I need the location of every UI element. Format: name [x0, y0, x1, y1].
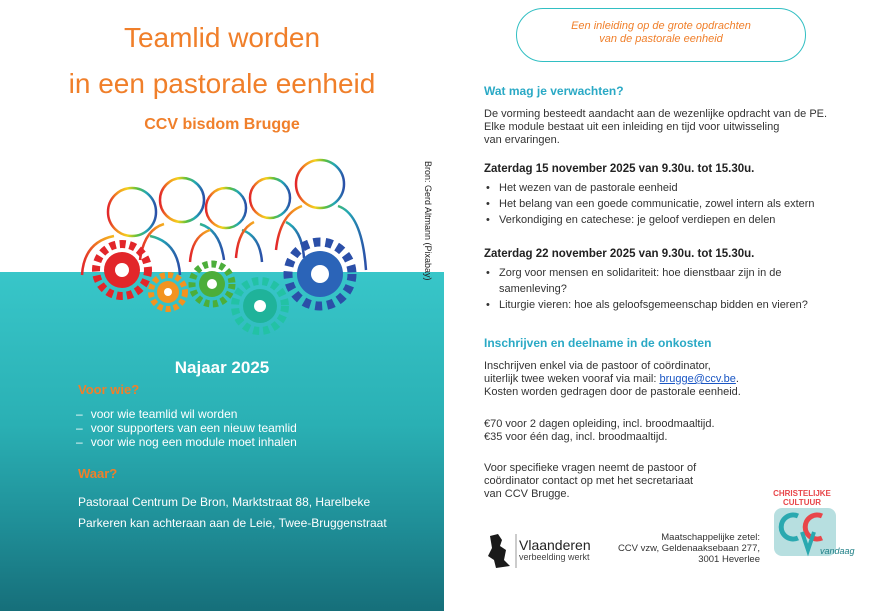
intro-text [516, 20, 806, 46]
title-line-2: in een pastorale eenheid [68, 68, 376, 99]
title-line-1: Teamlid worden [123, 22, 321, 53]
gear-blue [288, 242, 352, 306]
gear-teal [235, 281, 285, 331]
signup-heading: Inschrijven en deelname in de onkosten [484, 336, 712, 350]
price-1: €70 voor 2 dagen opleiding, incl. broodmaaltijd. [484, 418, 715, 430]
list-item: • Liturgie vieren: hoe als geloofsgemeenschap bidden en vieren? [484, 297, 808, 313]
seat-line-3: 3001 Heverlee [698, 554, 760, 565]
ccv-title [762, 489, 842, 507]
list-item: – voor wie nog een module moet inhalen [76, 435, 297, 449]
lion-icon [488, 534, 510, 568]
gear-red [96, 244, 148, 296]
waar-address: Pastoraal Centrum De Bron, Marktstraat 88, Harelbeke [78, 495, 371, 509]
expect-line-2: Elke module bestaat uit een inleiding en tijd voor uitwisseling [484, 121, 780, 133]
date-1-list [484, 180, 815, 228]
prices [484, 418, 715, 444]
expect-paragraph [484, 108, 827, 147]
voor-wie-heading: Voor wie? [78, 382, 140, 397]
seat-line-1: Maatschappelijke zetel: [661, 532, 760, 543]
photo-credit [420, 158, 434, 293]
signup-paragraph [484, 360, 741, 399]
expect-heading: Wat mag je verwachten? [484, 84, 624, 98]
signup-line-2-prefix: uiterlijk twee weken vooraf via mail: [484, 373, 660, 385]
list-item: – voor wie teamlid wil worden [76, 407, 297, 421]
voor-wie-list [76, 407, 297, 449]
intro-line-2: van de pastorale eenheid [599, 33, 723, 45]
gear-green [192, 264, 232, 304]
registered-office [604, 532, 760, 565]
signup-line-3: Kosten worden gedragen door de pastorale eenheid. [484, 386, 741, 398]
contact-line-1: Voor specifieke vragen neemt de pastoor of [484, 462, 697, 474]
waar-parking: Parkeren kan achteraan aan de Leie, Twee-Bruggenstraat [78, 516, 387, 530]
signup-line-2-suffix: . [735, 373, 739, 385]
intro-line-1: Een inleiding op de grote opdrachten [571, 20, 751, 32]
list-item: • Het wezen van de pastorale eenheid [484, 180, 815, 196]
signup-line-1: Inschrijven enkel via de pastoor of coördinator, [484, 360, 711, 372]
date-2: Zaterdag 22 november 2025 van 9.30u. tot 15.30u. [484, 248, 755, 260]
expect-line-3: van ervaringen. [484, 134, 560, 146]
ccv-line-2: CULTUUR [782, 498, 822, 507]
ccv-line-1: CHRISTELIJKE [773, 489, 831, 498]
list-item: • Het belang van een goede communicatie, zowel intern als extern [484, 196, 815, 212]
season: Najaar 2025 [174, 358, 270, 377]
list-item-line: Zorg voor mensen en solidariteit: hoe dienstbaar zijn in de [499, 267, 782, 279]
price-2: €35 voor één dag, incl. broodmaaltijd. [484, 431, 668, 443]
date-2-list [484, 265, 808, 313]
list-item [484, 265, 808, 297]
list-item: • Verkondiging en catechese: je geloof verdiepen en delen [484, 212, 815, 228]
contact-paragraph [484, 462, 696, 501]
waar-heading: Waar? [78, 466, 118, 481]
list-item-line: samenleving? [499, 283, 567, 295]
team-gears-illustration [70, 150, 390, 340]
ccv-logo [770, 506, 855, 558]
signup-line-2 [484, 373, 741, 386]
contact-line-2: coördinator contact op met het secretariaat [484, 475, 694, 487]
date-1: Zaterdag 15 november 2025 van 9.30u. tot 15.30u. [484, 163, 755, 175]
seat-line-2: CCV vzw, Geldenaaksebaan 277, [617, 543, 760, 554]
photo-credit-text: Bron: Gerd Altmann (Pixabay) [423, 161, 433, 281]
subtitle: CCV bisdom Brugge [144, 116, 300, 133]
list-item: – voor supporters van een nieuw teamlid [76, 421, 297, 435]
expect-line-1: De vorming besteedt aandacht aan de wezenlijke opdracht van de PE. [484, 108, 828, 120]
gear-orange [151, 275, 185, 309]
email-link[interactable]: brugge@ccv.be [659, 373, 736, 385]
ccv-tagline: vandaag [820, 546, 855, 556]
vlaanderen-tagline: verbeelding werkt [519, 552, 590, 562]
contact-line-3: van CCV Brugge. [484, 488, 570, 500]
vlaanderen-name: Vlaanderen [519, 537, 591, 553]
